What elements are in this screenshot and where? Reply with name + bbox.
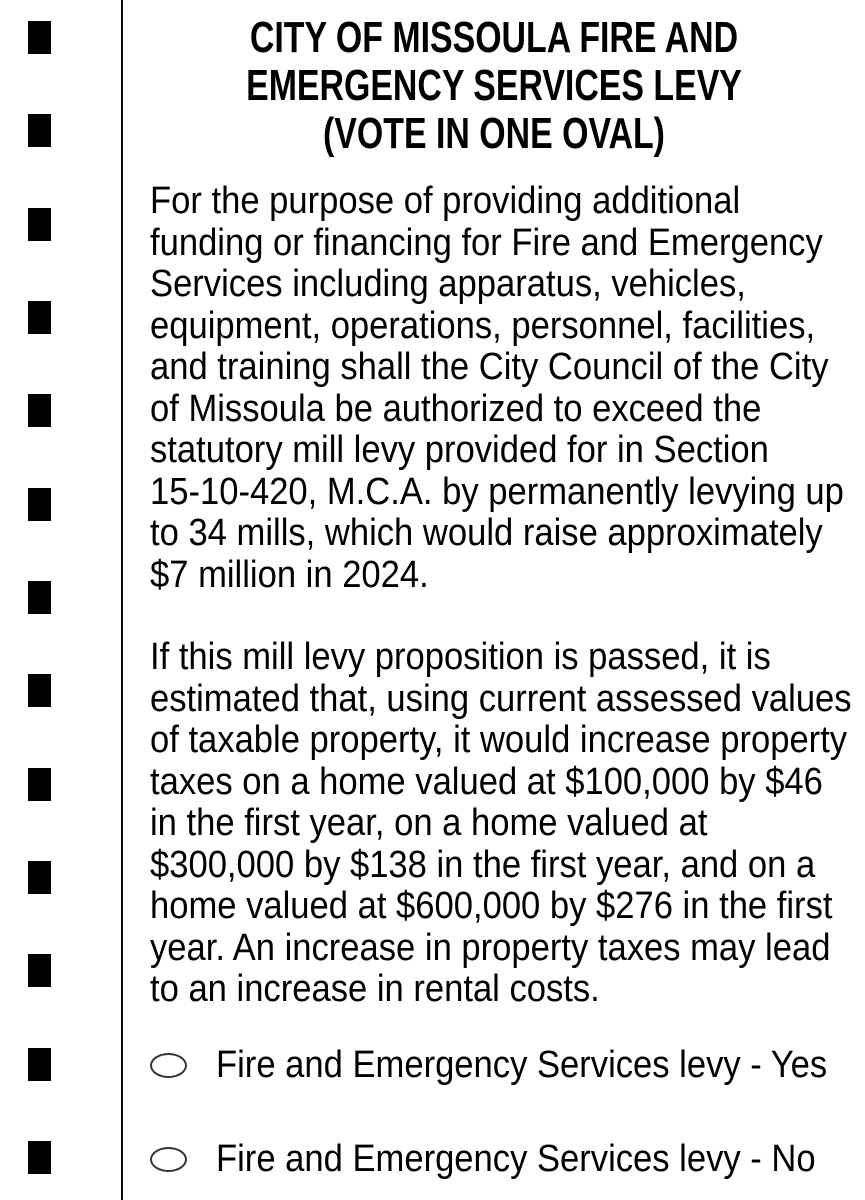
measure-title bbox=[123, 14, 865, 158]
measure-text-line: and training shall the City Council of the City bbox=[150, 346, 829, 388]
measure-text-line: If this mill levy proposition is passed, it is bbox=[150, 636, 771, 678]
measure-text-line: 15-10-420, M.C.A. by permanently levying up bbox=[150, 470, 844, 513]
option-yes-row bbox=[150, 1041, 865, 1089]
timing-mark bbox=[28, 581, 51, 614]
measure-fiscal-impact-paragraph bbox=[150, 637, 865, 1011]
ballot-content bbox=[123, 0, 865, 1200]
timing-mark bbox=[28, 1048, 51, 1081]
timing-mark bbox=[28, 488, 51, 521]
measure-text-line: funding or financing for Fire and Emergency bbox=[150, 221, 823, 264]
option-yes-label: Fire and Emergency Services levy - Yes bbox=[216, 1044, 828, 1086]
timing-mark bbox=[28, 208, 51, 241]
measure-text-line: $300,000 by $138 in the first year, and on a bbox=[150, 843, 816, 886]
timing-mark bbox=[28, 394, 51, 427]
measure-title-line-1: CITY OF MISSOULA FIRE AND bbox=[249, 13, 739, 62]
timing-mark bbox=[28, 861, 51, 894]
timing-mark bbox=[28, 954, 51, 987]
measure-text-line: to 34 mills, which would raise approximately bbox=[150, 512, 823, 554]
measure-text-line: of taxable property, it would increase property bbox=[150, 719, 848, 761]
measure-text-line: Services including apparatus, vehicles, bbox=[150, 263, 746, 305]
measure-text-line: statutory mill levy provided for in Section bbox=[150, 429, 769, 471]
timing-mark bbox=[28, 768, 51, 801]
vote-oval-yes[interactable] bbox=[150, 1053, 187, 1078]
option-no-row bbox=[150, 1135, 865, 1183]
measure-text-line: to an increase in rental costs. bbox=[150, 968, 600, 1010]
measure-text-line: $7 million in 2024. bbox=[150, 553, 429, 596]
timing-mark bbox=[28, 674, 51, 707]
option-no-label: Fire and Emergency Services levy - No bbox=[216, 1138, 816, 1180]
timing-mark bbox=[28, 21, 51, 54]
measure-text-line: year. An increase in property taxes may lead bbox=[150, 926, 831, 969]
timing-marks-column bbox=[28, 21, 51, 1174]
measure-text-line: For the purpose of providing additional bbox=[150, 180, 741, 222]
measure-title-line-2: EMERGENCY SERVICES LEVY bbox=[246, 61, 742, 110]
timing-mark bbox=[28, 1141, 51, 1174]
measure-text-line: home valued at $600,000 by $276 in the first bbox=[150, 885, 833, 927]
timing-mark bbox=[28, 301, 51, 334]
measure-text-line: in the first year, on a home valued at bbox=[150, 802, 708, 844]
measure-purpose-paragraph bbox=[150, 181, 865, 596]
timing-mark bbox=[28, 114, 51, 147]
measure-text-line: equipment, operations, personnel, facilities, bbox=[150, 304, 816, 347]
measure-text-line: estimated that, using current assessed values bbox=[150, 677, 852, 720]
measure-text-line: of Missoula be authorized to exceed the bbox=[150, 387, 762, 430]
measure-text-line: taxes on a home valued at $100,000 by $46 bbox=[150, 760, 823, 803]
measure-title-line-3: (VOTE IN ONE OVAL) bbox=[323, 109, 665, 158]
vote-oval-no[interactable] bbox=[150, 1147, 187, 1172]
